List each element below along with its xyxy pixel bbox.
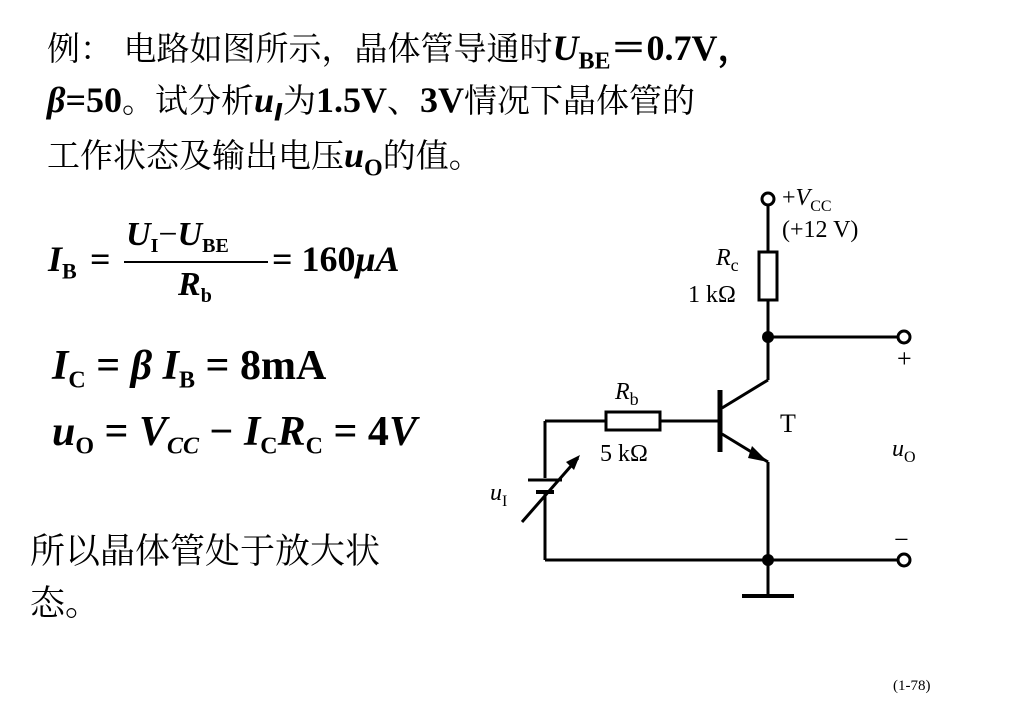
output-plus-label: + bbox=[897, 344, 912, 373]
equals-sign: = bbox=[94, 409, 139, 455]
symbol-O-sub: O bbox=[364, 155, 383, 182]
symbol-U: U bbox=[177, 216, 203, 253]
rc-label: $R_c$ bbox=[716, 245, 739, 275]
symbol-CC-sub: CC bbox=[166, 433, 199, 460]
emitter-arrow-icon bbox=[748, 446, 768, 462]
problem-text: 工作状态及输出电压 bbox=[47, 136, 344, 175]
vcc-terminal bbox=[762, 193, 774, 205]
problem-text: 、 bbox=[386, 81, 420, 120]
problem-text: 为 bbox=[282, 81, 316, 120]
symbol-mu: μ bbox=[355, 239, 376, 279]
transistor-label: T bbox=[780, 409, 796, 438]
symbol-R: R bbox=[178, 266, 201, 303]
rc-value: 1 kΩ bbox=[688, 282, 736, 308]
symbol-U: U bbox=[126, 216, 151, 253]
ube-value: ＝0.7V， bbox=[610, 28, 754, 68]
output-minus-terminal bbox=[898, 554, 910, 566]
symbol-u: u bbox=[344, 135, 365, 175]
value-3V: 3V bbox=[419, 80, 464, 120]
symbol-C-sub: C bbox=[68, 367, 86, 394]
problem-text: 例： 电路如图所示，晶体管导通时 bbox=[47, 29, 553, 68]
symbol-I-sub: I bbox=[150, 235, 159, 257]
symbol-C-sub: C bbox=[260, 433, 278, 460]
symbol-V: V bbox=[138, 409, 167, 455]
symbol-A: A bbox=[375, 239, 400, 279]
symbol-O-sub: O bbox=[75, 433, 95, 460]
variable-arrow bbox=[522, 458, 578, 522]
rb-resistor bbox=[606, 412, 660, 430]
rc-resistor bbox=[759, 252, 777, 300]
symbol-B-sub: B bbox=[62, 258, 77, 284]
symbol-I: I bbox=[52, 343, 69, 389]
symbol-u: u bbox=[52, 409, 76, 455]
symbol-BE-sub: BE bbox=[202, 235, 229, 257]
minus-sign: − bbox=[158, 216, 178, 253]
vcc-value: (+12 V) bbox=[782, 217, 859, 243]
output-minus-label: − bbox=[894, 525, 909, 554]
problem-text: 。试分析 bbox=[121, 81, 254, 120]
ic-value: = 8mA bbox=[195, 343, 327, 389]
ui-label: $u_I$ bbox=[490, 480, 508, 510]
collector-lead bbox=[722, 380, 768, 408]
vcc-label: $+V_{CC}$ bbox=[782, 185, 832, 215]
uo-value: = 4 bbox=[323, 409, 389, 455]
rb-label: $R_b$ bbox=[615, 379, 639, 409]
symbol-B-sub: B bbox=[179, 367, 196, 394]
problem-text: 的值。 bbox=[382, 136, 482, 175]
page-number: (1-78) bbox=[893, 678, 931, 694]
junction-dot bbox=[762, 331, 774, 343]
symbol-I: I bbox=[243, 409, 261, 455]
symbol-u: u bbox=[253, 80, 274, 120]
symbol-V: V bbox=[388, 409, 417, 455]
symbol-U: U bbox=[552, 28, 579, 68]
symbol-beta: β bbox=[47, 80, 66, 120]
junction-dot bbox=[762, 554, 774, 566]
conclusion-line-2: 态。 bbox=[30, 584, 101, 624]
rb-value: 5 kΩ bbox=[600, 441, 648, 467]
equals-sign: = bbox=[90, 239, 111, 279]
ib-value: = 160 bbox=[272, 239, 356, 279]
value-1-5V: 1.5V bbox=[315, 80, 387, 120]
symbol-b-sub: b bbox=[200, 285, 212, 307]
symbol-I: I bbox=[48, 239, 63, 279]
symbol-I: I bbox=[152, 343, 180, 389]
symbol-R: R bbox=[277, 409, 306, 455]
equals-sign: = bbox=[85, 343, 131, 389]
symbol-C-sub: C bbox=[305, 433, 323, 460]
symbol-beta: β bbox=[130, 343, 153, 389]
symbol-BE-sub: BE bbox=[578, 48, 611, 75]
uo-label: $u_O$ bbox=[892, 436, 916, 466]
output-plus-terminal bbox=[898, 331, 910, 343]
problem-text: 情况下晶体管的 bbox=[463, 81, 695, 120]
conclusion-line-1: 所以晶体管处于放大状 bbox=[30, 532, 381, 572]
symbol-I-sub: I bbox=[274, 98, 283, 127]
beta-value: =50 bbox=[65, 80, 122, 120]
minus-sign: − bbox=[199, 409, 244, 455]
